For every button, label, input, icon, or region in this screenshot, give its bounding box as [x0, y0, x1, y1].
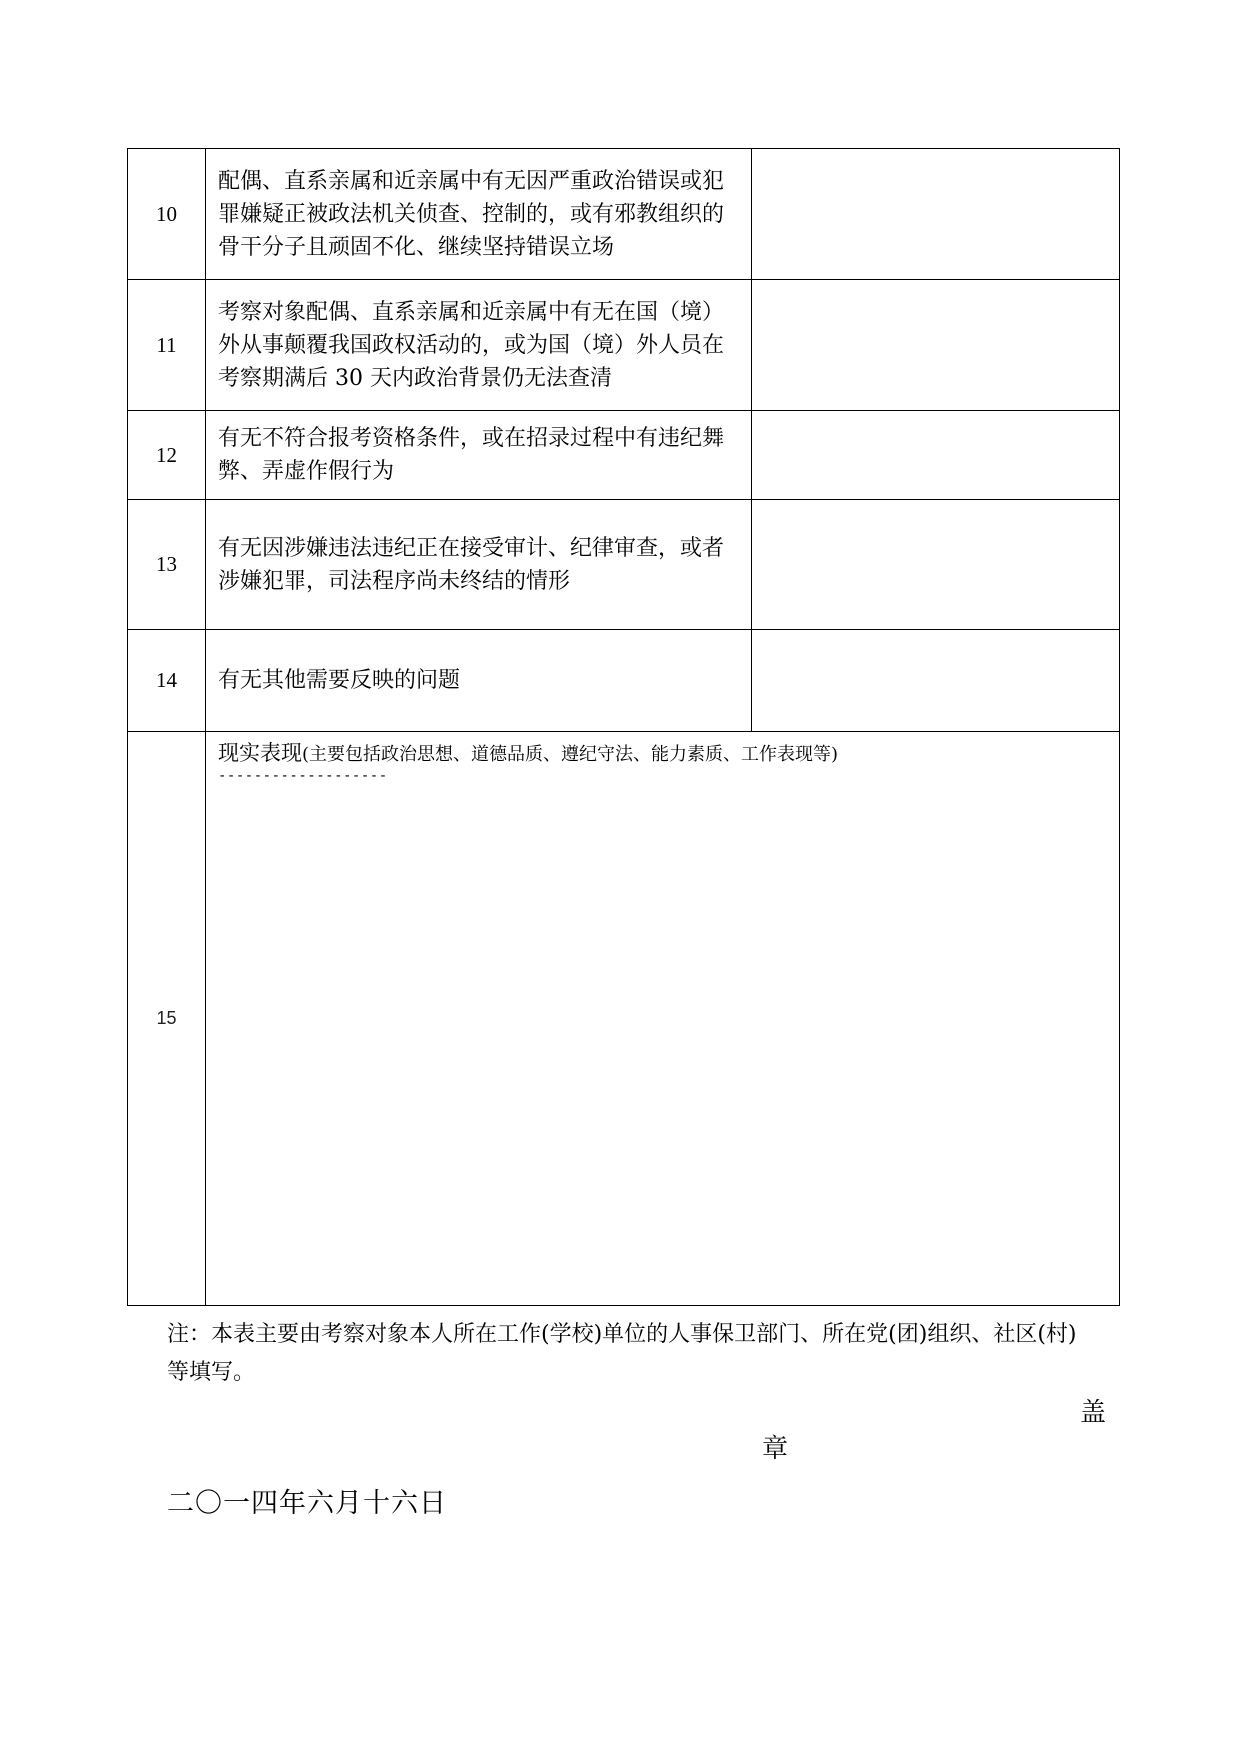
stamp-label-char-1: 盖 [1080, 1398, 1107, 1428]
table-row [128, 280, 1120, 411]
review-form-table [127, 148, 1120, 1306]
performance-subtitle: (主要包括政治思想、道德品质、遵纪守法、能力素质、工作表现等) [302, 744, 839, 765]
row-number: 13 [128, 500, 206, 630]
row-number: 14 [128, 630, 206, 732]
row-number: 12 [128, 411, 206, 500]
row-number: 11 [128, 280, 206, 411]
question-text: 有无不符合报考资格条件，或在招录过程中有违纪舞弊、弄虚作假行为 [206, 411, 752, 500]
answer-cell[interactable] [752, 630, 1120, 732]
table-row [128, 500, 1120, 630]
form-note: 注：本表主要由考察对象本人所在工作(学校)单位的人事保卫部门、所在党(团)组织、社区(村)等填写。 [167, 1322, 1077, 1385]
performance-row [128, 732, 1120, 1306]
performance-cell[interactable] [206, 732, 1120, 1306]
question-text: 考察对象配偶、直系亲属和近亲属中有无在国（境）外从事颠覆我国政权活动的，或为国（境）外人员在考察期满后 30 天内政治背景仍无法查清 [206, 280, 752, 411]
question-text: 配偶、直系亲属和近亲属中有无因严重政治错误或犯罪嫌疑正被政法机关侦查、控制的，或有邪教组织的骨干分子且顽固不化、继续坚持错误立场 [206, 149, 752, 280]
table-row [128, 149, 1120, 280]
answer-cell[interactable] [752, 149, 1120, 280]
answer-cell[interactable] [752, 411, 1120, 500]
answer-cell[interactable] [752, 500, 1120, 630]
row-number: 15 [128, 732, 206, 1306]
performance-heading [218, 738, 1107, 770]
performance-dash-line: ------------------- [218, 768, 388, 784]
table-row [128, 411, 1120, 500]
table-row [128, 630, 1120, 732]
performance-title: 现实表现 [218, 741, 302, 765]
answer-cell[interactable] [752, 280, 1120, 411]
question-text: 有无因涉嫌违法违纪正在接受审计、纪律审查，或者涉嫌犯罪，司法程序尚未终结的情形 [206, 500, 752, 630]
question-text: 有无其他需要反映的问题 [206, 630, 752, 732]
row-number: 10 [128, 149, 206, 280]
form-date: 二〇一四年六月十六日 [167, 1488, 447, 1519]
stamp-label-char-2: 章 [762, 1434, 789, 1464]
